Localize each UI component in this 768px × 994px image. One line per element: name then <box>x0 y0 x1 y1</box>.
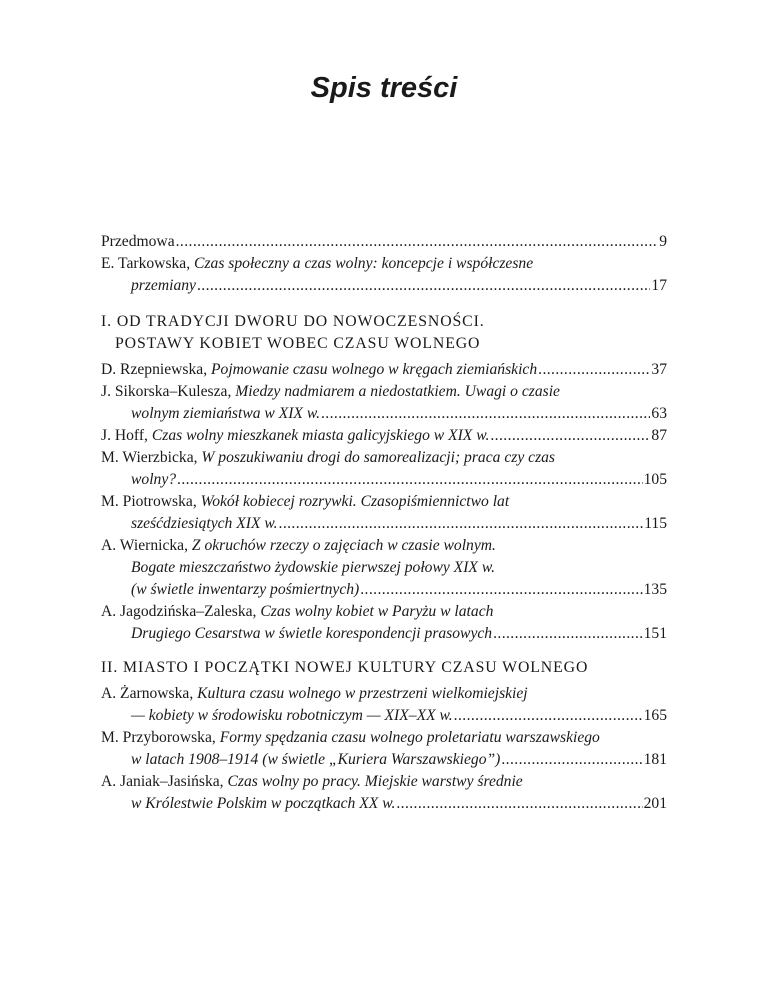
chapter-title-line: W poszukiwaniu drogi do samorealizacji; praca czy czas <box>201 449 555 466</box>
section-heading-line: POSTAWY KOBIET WOBEC CZASU WOLNEGO <box>115 335 481 352</box>
chapter-title-line: Czas wolny po pracy. Miejskie warstwy średnie <box>227 773 523 790</box>
leader-dots <box>396 793 642 815</box>
chapter-title-line: w latach 1908–1914 (w świetle „Kuriera Warszawskiego”) <box>131 751 501 768</box>
page-number: 115 <box>644 515 667 532</box>
chapter-title-line: Kultura czasu wolnego w przestrzeni wielkomiejskiej <box>197 685 528 702</box>
author-name: A. Janiak–Jasińska, <box>101 773 224 790</box>
chapter-title-line: Miedzy nadmiarem a niedostatkiem. Uwagi o czasie <box>235 383 560 400</box>
chapter-title-line: sześćdziesiątych XIX w. <box>131 515 278 532</box>
toc-entry-wierzbicka[interactable] <box>101 447 667 491</box>
table-of-contents <box>101 231 667 815</box>
section-heading-line: I. OD TRADYCJI DWORU DO NOWOCZESNOŚCI. <box>101 313 485 330</box>
chapter-title-line: — kobiety w środowisku robotniczym — XIX–XX w. <box>131 707 453 724</box>
page-number: 201 <box>643 795 667 812</box>
page-number: 63 <box>651 405 667 422</box>
author-name: A. Wiernicka, <box>101 537 188 554</box>
chapter-title-line: Formy spędzania czasu wolnego proletariatu warszawskiego <box>219 729 600 746</box>
author-name: A. Żarnowska, <box>101 685 194 702</box>
toc-entry-hoff[interactable] <box>101 425 667 447</box>
toc-entry-przedmowa[interactable] <box>101 231 667 253</box>
author-name: E. Tarkowska, <box>101 255 191 272</box>
page-number: 151 <box>643 625 667 642</box>
leader-dots <box>493 623 643 645</box>
leader-dots <box>176 231 659 253</box>
page-number: 181 <box>643 751 667 768</box>
section-heading <box>101 311 667 355</box>
chapter-title-line: wolny? <box>131 471 177 488</box>
chapter-title-line: w Królestwie Polskim w początkach XX w. <box>131 795 396 812</box>
chapter-title-line: Wokół kobiecej rozrywki. Czasopiśmiennictwo lat <box>200 493 510 510</box>
toc-entry-wiernicka[interactable] <box>101 535 667 601</box>
author-name: M. Przyborowska, <box>101 729 216 746</box>
leader-dots <box>490 425 650 447</box>
toc-entry-sikorska-kulesza[interactable] <box>101 381 667 425</box>
chapter-title-line: Czas wolny mieszkanek miasta galicyjskiego w XIX w. <box>151 427 490 444</box>
page-number: 105 <box>643 471 667 488</box>
chapter-title-line: Drugiego Cesarstwa w świetle korespondencji prasowych <box>131 625 493 642</box>
author-name: J. Sikorska–Kulesza, <box>101 383 232 400</box>
leader-dots <box>538 359 650 381</box>
leader-dots <box>454 705 643 727</box>
page-number: 17 <box>651 277 667 294</box>
chapter-title-line: Z okruchów rzeczy o zajęciach w czasie wolnym. <box>191 537 496 554</box>
page-number: 87 <box>651 427 667 444</box>
author-name: M. Piotrowska, <box>101 493 197 510</box>
page-number: 37 <box>651 361 667 378</box>
chapter-title-line: (w świetle inwentarzy pośmiertnych) <box>131 581 360 598</box>
section-heading <box>101 657 667 679</box>
toc-entry-przyborowska[interactable] <box>101 727 667 771</box>
leader-dots <box>279 513 644 535</box>
toc-entry-tarkowska[interactable] <box>101 253 667 297</box>
toc-entry-zarnowska[interactable] <box>101 683 667 727</box>
author-name: D. Rzepniewska, <box>101 361 208 378</box>
chapter-title-line: wolnym ziemiaństwa w XIX w. <box>131 405 320 422</box>
toc-entry-janiak-jasinska[interactable] <box>101 771 667 815</box>
leader-dots <box>360 579 642 601</box>
author-name: A. Jagodzińska–Zaleska, <box>101 603 257 620</box>
leader-dots <box>321 403 650 425</box>
chapter-title-line: Pojmowanie czasu wolnego w kręgach ziemiańskich <box>211 361 538 378</box>
toc-entry-jagodzinska-zaleska[interactable] <box>101 601 667 645</box>
page-number: 9 <box>659 233 667 250</box>
page-number: 135 <box>643 581 667 598</box>
author-name: M. Wierzbicka, <box>101 449 198 466</box>
section-heading-line: II. MIASTO I POCZĄTKI NOWEJ KULTURY CZASU WOLNEGO <box>101 659 589 676</box>
page-title: Spis treści <box>310 72 458 104</box>
chapter-title-line: Czas wolny kobiet w Paryżu w latach <box>260 603 494 620</box>
chapter-title-line: Bogate mieszczaństwo żydowskie pierwszej połowy XIX w. <box>131 559 495 576</box>
toc-entry-piotrowska[interactable] <box>101 491 667 535</box>
leader-dots <box>501 749 642 771</box>
page-number: 165 <box>643 707 667 724</box>
chapter-title-line: przemiany <box>131 277 196 294</box>
toc-entry-rzepniewska[interactable] <box>101 359 667 381</box>
leader-dots <box>197 275 650 297</box>
leader-dots <box>177 469 643 491</box>
chapter-title-line: Czas społeczny a czas wolny: koncepcje i współczesne <box>194 255 534 272</box>
toc-entry-title: Przedmowa <box>101 233 175 250</box>
author-name: J. Hoff, <box>101 427 148 444</box>
